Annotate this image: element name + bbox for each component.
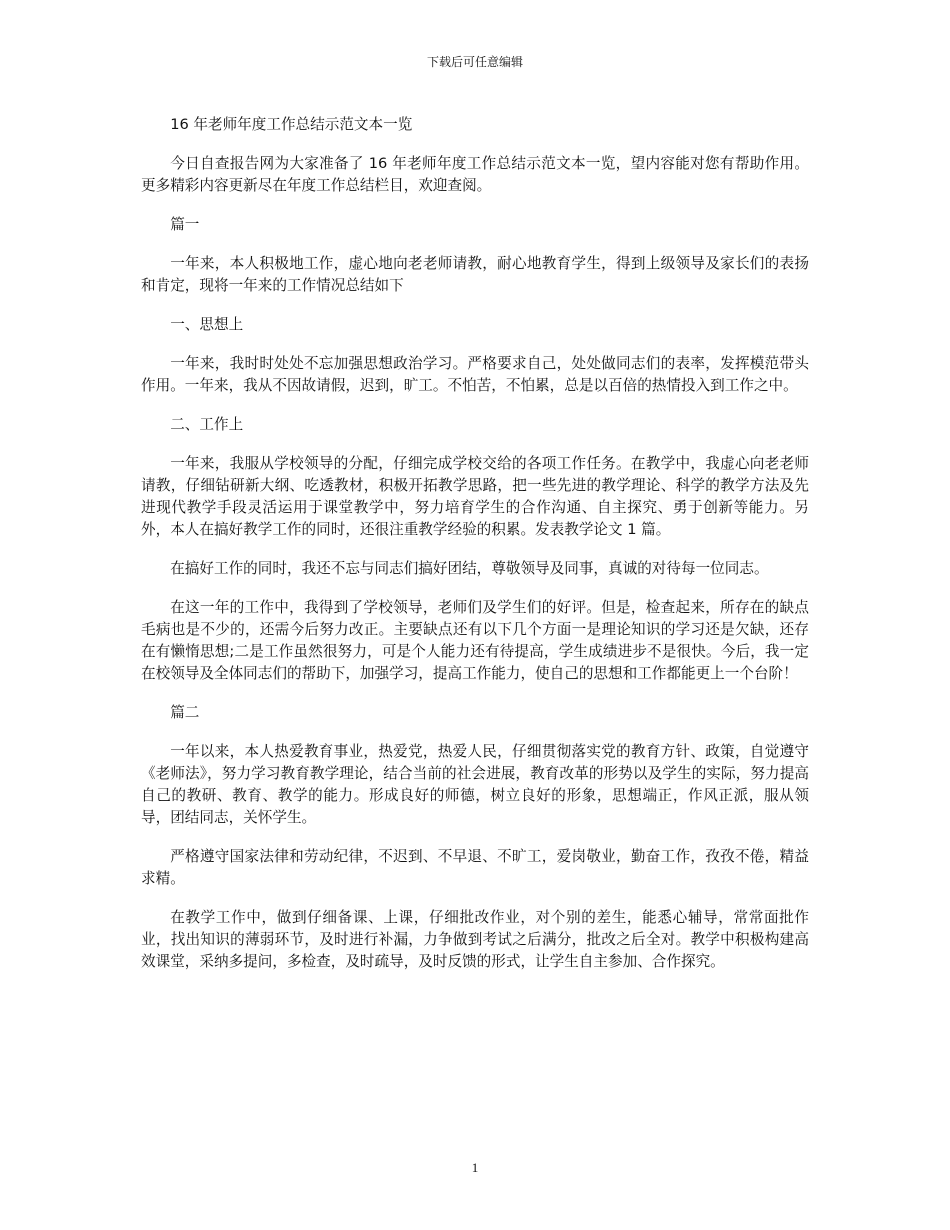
paragraph-ethics: 一年以来，本人热爱教育事业，热爱党，热爱人民，仔细贯彻落实党的教育方针、政策，自觉遵守《老师法》，努力学习教育教学理论，结合当前的社会进展，教育改革的形势以及学生的实际，努力提高自己的教研、教育、教学的能力。形成良好的师德，树立良好的形象，思想端正，作风正派，服从领导，团结同志，关怀学生。: [141, 743, 809, 826]
section-heading-work: 二、工作上: [170, 416, 244, 433]
document-body: [141, 114, 809, 990]
paragraph-work: 一年来，我服从学校领导的分配，仔细完成学校交给的各项工作任务。在教学中，我虚心向老老师请教，仔细钻研新大纲、吃透教材，积极开拓教学思路，把一些先进的教学理论、科学的教学方法及先进现代教学手段灵活运用于课堂教学中，努力培育学生的合作沟通、自主探究、勇于创新等能力。另外，本人在搞好教学工作的同时，还很注重教学经验的积累。发表教学论文 1 篇。: [141, 455, 809, 538]
paragraph-review: 在这一年的工作中，我得到了学校领导，老师们及学生们的好评。但是，检查起来，所存在的缺点毛病也是不少的，还需今后努力改正。主要缺点还有以下几个方面一是理论知识的学习还是欠缺，还存在有懒惰思想;二是工作虽然很努力，可是个人能力还有待提高，学生成绩进步不是很快。今后，我一定在校领导及全体同志们的帮助下，加强学习，提高工作能力，使自己的思想和工作都能更上一个台阶！: [141, 599, 809, 682]
page-header-note: 下载后可任意编辑: [426, 55, 523, 69]
section-heading-part-one: 篇一: [170, 216, 200, 233]
document-title: 16 年老师年度工作总结示范文本一览: [170, 116, 413, 133]
paragraph-intro: 今日自查报告网为大家准备了 16 年老师年度工作总结示范文本一览，望内容能对您有帮助作用。更多精彩内容更新尽在年度工作总结栏目，欢迎查阅。: [141, 155, 809, 194]
paragraph-discipline: 严格遵守国家法律和劳动纪律，不迟到、不早退、不旷工，爱岗敬业，勤奋工作，孜孜不倦，精益求精。: [141, 848, 809, 887]
paragraph-overview: 一年来，本人积极地工作，虚心地向老老师请教，耐心地教育学生，得到上级领导及家长们的表扬和肯定，现将一年来的工作情况总结如下: [141, 255, 809, 294]
paragraph-teaching: 在教学工作中，做到仔细备课、上课，仔细批改作业，对个别的差生，能悉心辅导，常常面批作业，找出知识的薄弱环节，及时进行补漏，力争做到考试之后满分，批改之后全对。教学中积极构建高效课堂，采纳多提问，多检查，及时疏导，及时反馈的形式，让学生自主参加、合作探究。: [141, 909, 809, 970]
paragraph-unity: 在搞好工作的同时，我还不忘与同志们搞好团结，尊敬领导及同事，真诚的对待每一位同志。: [170, 560, 769, 577]
section-heading-thought: 一、思想上: [170, 316, 244, 333]
section-heading-part-two: 篇二: [170, 704, 200, 721]
page-number: 1: [471, 1160, 479, 1175]
paragraph-thought: 一年来，我时时处处不忘加强思想政治学习。严格要求自己，处处做同志们的表率，发挥模范带头作用。一年来，我从不因故请假，迟到，旷工。不怕苦，不怕累，总是以百倍的热情投入到工作之中。: [141, 355, 809, 394]
